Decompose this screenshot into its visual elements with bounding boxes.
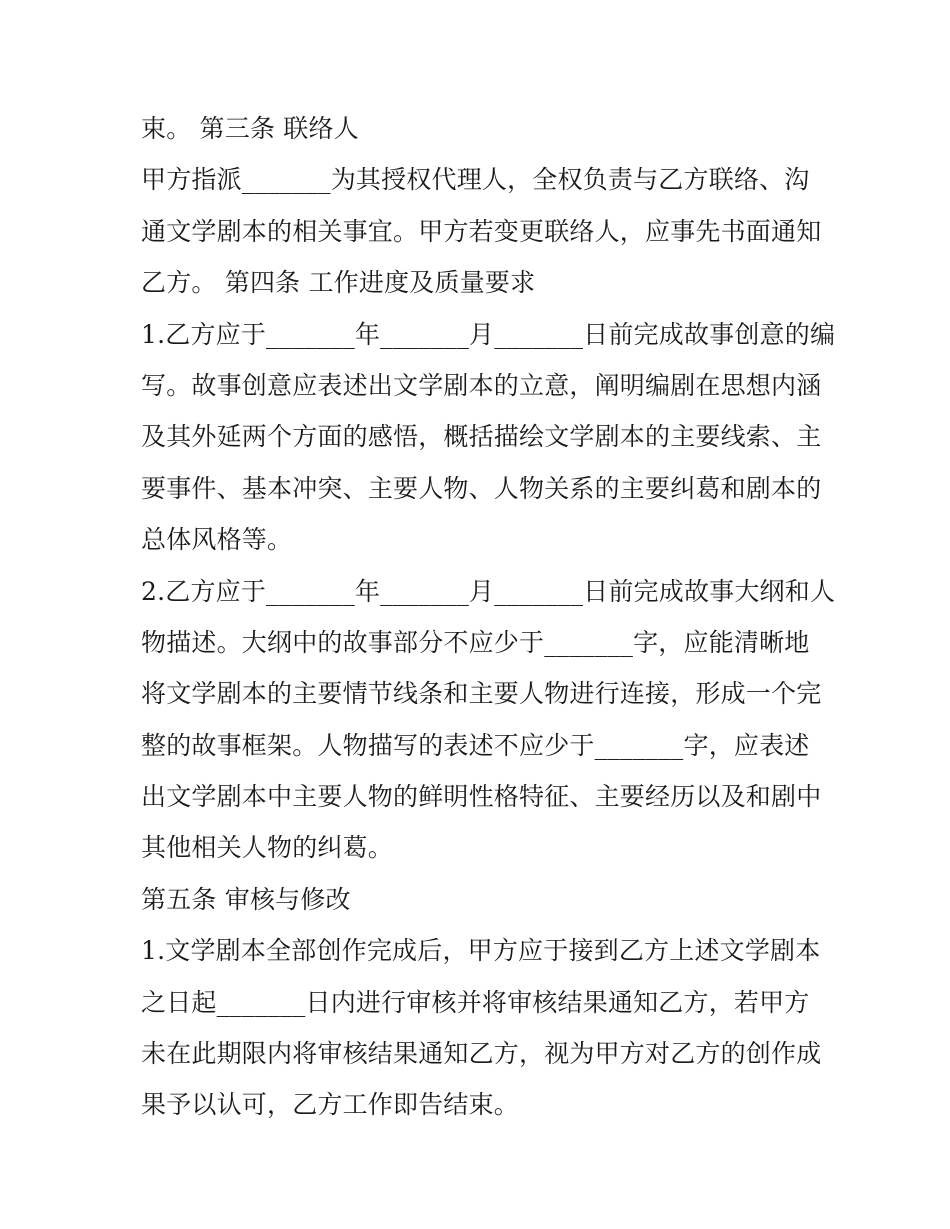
text-line: 2.乙方应于_______年_______月_______日前完成故事大纲和人 <box>141 576 836 606</box>
text-line: 及其外延两个方面的感悟，概括描绘文学剧本的主要线索、主 <box>141 422 822 452</box>
text-line: 其他相关人物的纠葛。 <box>141 833 394 863</box>
text-line: 乙方。 第四条 工作进度及质量要求 <box>141 268 536 298</box>
text-line: 物描述。大纲中的故事部分不应少于_______字，应能清晰地 <box>141 627 810 657</box>
text-line: 要事件、基本冲突、主要人物、人物关系的主要纠葛和剧本的 <box>141 473 822 503</box>
document-body <box>141 103 836 1131</box>
text-line: 总体风格等。 <box>141 525 293 555</box>
section-heading: 第五条 审核与修改 <box>141 884 351 914</box>
text-line: 出文学剧本中主要人物的鲜明性格特征、主要经历以及和剧中 <box>141 782 822 812</box>
text-line: 将文学剧本的主要情节线条和主要人物进行连接，形成一个完 <box>141 679 822 709</box>
text-line: 1.文学剧本全部创作完成后，甲方应于接到乙方上述文学剧本 <box>141 936 821 966</box>
text-line: 通文学剧本的相关事宜。甲方若变更联络人，应事先书面通知 <box>141 216 822 246</box>
text-line: 整的故事框架。人物描写的表述不应少于_______字，应表述 <box>141 730 810 760</box>
text-line: 果予以认可，乙方工作即告结束。 <box>141 1090 520 1120</box>
text-line: 束。 第三条 联络人 <box>141 114 359 143</box>
text-line: 甲方指派_______为其授权代理人，全权负责与乙方联络、沟 <box>141 165 810 195</box>
text-line: 之日起_______日内进行审核并将审核结果通知乙方，若甲方 <box>141 987 810 1017</box>
text-line: 1.乙方应于_______年_______月_______日前完成故事创意的编 <box>141 319 836 349</box>
text-line: 未在此期限内将审核结果通知乙方，视为甲方对乙方的创作成 <box>141 1039 822 1069</box>
text-line: 写。故事创意应表述出文学剧本的立意，阐明编剧在思想内涵 <box>141 370 822 400</box>
